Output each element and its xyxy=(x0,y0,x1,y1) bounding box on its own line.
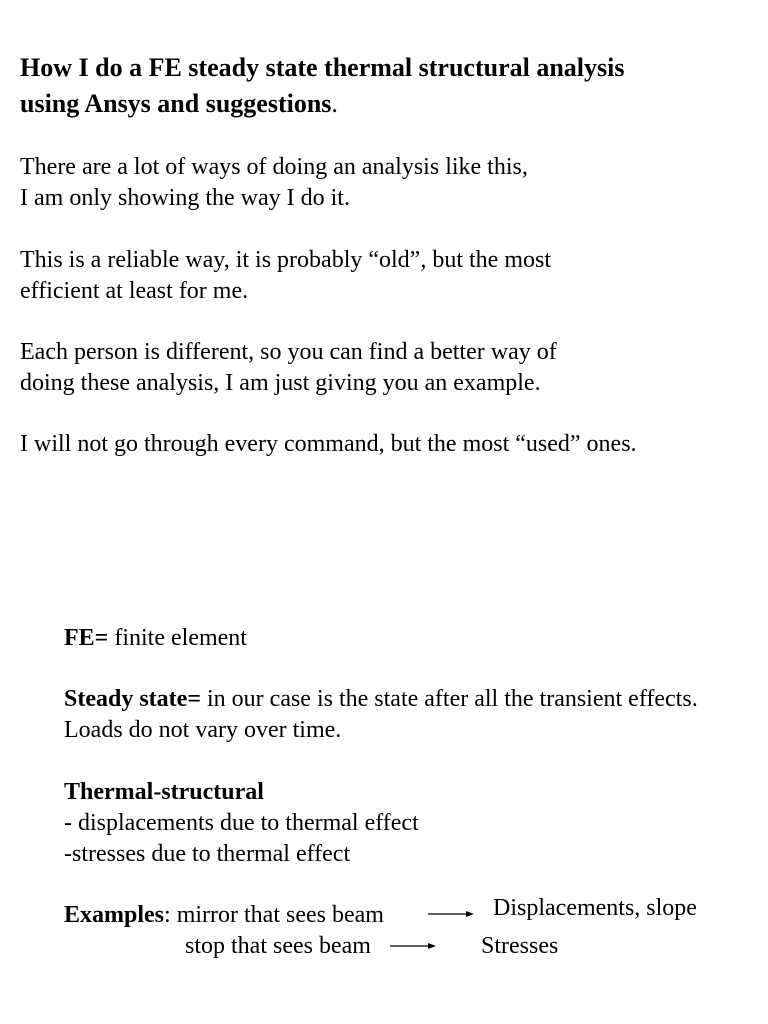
definition-thermal-term xyxy=(64,780,264,804)
definition-steady-state xyxy=(64,687,698,711)
page-title-line-1: How I do a FE steady state thermal structural analysis xyxy=(20,53,625,82)
intro-p1-line2: I am only showing the way I do it. xyxy=(20,185,350,211)
definition-thermal-item-1: - displacements due to thermal effect xyxy=(64,810,419,836)
arrow-right-icon xyxy=(428,909,474,919)
arrow-right-icon xyxy=(390,941,436,951)
intro-p2-line1: This is a reliable way, it is probably “old”, but the most xyxy=(20,247,551,273)
definition-steady-text: in our case is the state after all the transient effects. xyxy=(201,686,698,712)
definition-thermal-item-2: -stresses due to thermal effect xyxy=(64,841,351,867)
definition-thermal-heading: Thermal-structural xyxy=(64,779,264,805)
example-2-text: stop that sees beam xyxy=(185,933,371,959)
intro-p3-line1: Each person is different, so you can find a better way of xyxy=(20,339,557,365)
definition-fe xyxy=(64,626,247,650)
definition-steady-line2: Loads do not vary over time. xyxy=(64,717,342,743)
page-title-line-2 xyxy=(20,91,338,117)
examples-line-1 xyxy=(64,903,384,927)
definition-fe-text: finite element xyxy=(108,625,247,651)
page-title-bold: using Ansys and suggestions xyxy=(20,89,332,118)
definition-steady-term: Steady state= xyxy=(64,686,201,712)
intro-p2-line2: efficient at least for me. xyxy=(20,278,249,304)
example-1-text: mirror that sees beam xyxy=(170,902,384,928)
example-2-result: Stresses xyxy=(481,933,559,959)
page-title-period: . xyxy=(331,89,338,118)
definition-fe-term: FE= xyxy=(64,625,109,651)
examples-colon: : xyxy=(164,902,171,928)
intro-p3-line2: doing these analysis, I am just giving you an example. xyxy=(20,370,541,396)
intro-p4-line1: I will not go through every command, but the most “used” ones. xyxy=(20,431,637,457)
examples-term: Examples xyxy=(64,902,165,928)
intro-p1-line1: There are a lot of ways of doing an analysis like this, xyxy=(20,154,528,180)
example-1-result: Displacements, slope xyxy=(493,895,697,921)
